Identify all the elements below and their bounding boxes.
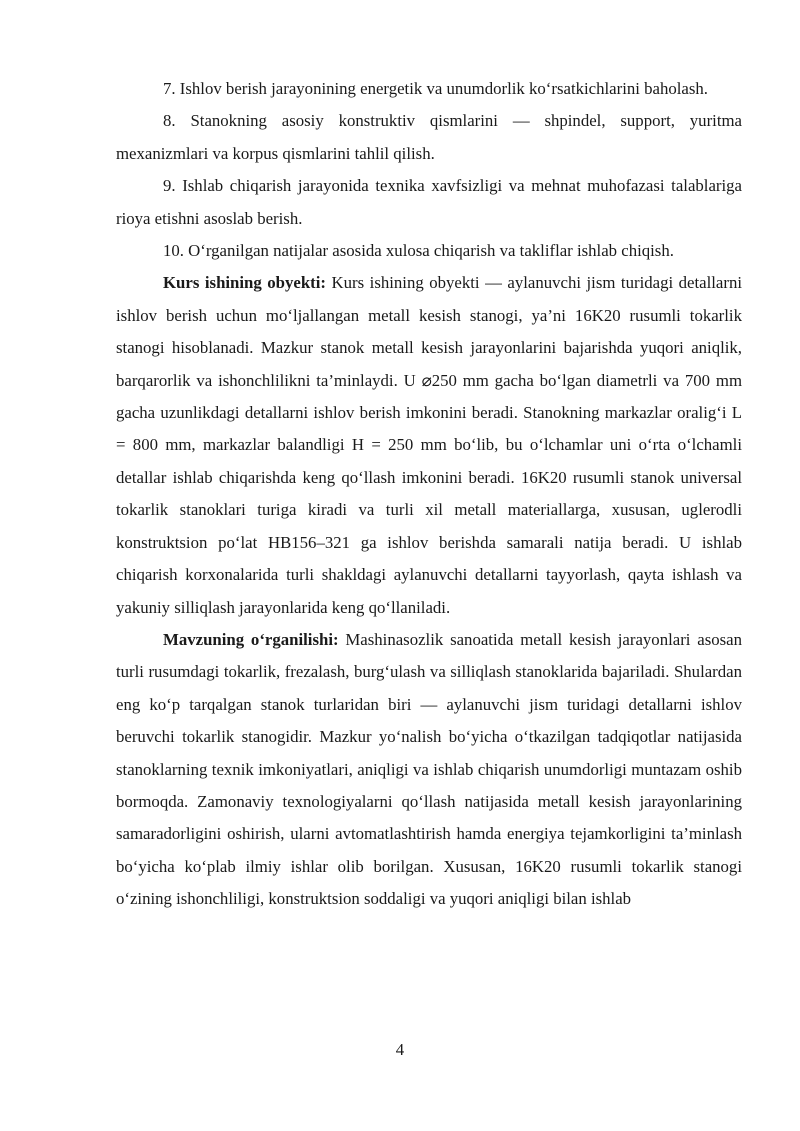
- object-heading: Kurs ishining obyekti:: [163, 273, 327, 293]
- object-text: Kurs ishining obyekti — aylanuvchi jism turidagi detallarni ishlov berish uchun mo‘ljallangan metall kesish stanogi, ya’ni 16K20 rusumli tokarlik stanogi hisoblanadi. Mazkur stanok metall kesish jarayonlarini bajarishda yuqori aniqlik, barqarorlik va ishonchlilikni ta’minlaydi. U ⌀250 mm gacha bo‘lgan diametrli va 700 mm gacha uzunlikdagi detallarni ishlov berish imkonini beradi. Stanokning markazlar oralig‘i L = 800 mm, markazlar balandligi H = 250 mm bo‘lib, bu o‘lchamlar uni o‘rta o‘lchamli detallar ishlab chiqarishda keng qo‘llash imkonini beradi. 16K20 rusumli stanok universal tokarlik stanoklari turiga kiradi va turli xil metall materiallarga, xususan, uglerodli konstruktsion po‘lat HB156–321 ga ishlov berishda samarali natija beradi. U ishlab chiqarish korxonalarida turli shakldagi aylanuvchi detallarni tayyorlash, qayta ishlash va yakuniy silliqlash jarayonlarida keng qo‘llaniladi.: [116, 273, 742, 617]
- object-paragraph: [116, 267, 742, 623]
- list-item-9: 9. Ishlab chiqarish jarayonida texnika xavfsizligi va mehnat muhofazasi talablariga rioya etishni asoslab berish.: [116, 176, 742, 228]
- list-item-7: 7. Ishlov berish jarayonining energetik va unumdorlik ko‘rsatkichlarini baholash.: [163, 79, 708, 98]
- study-heading: Mavzuning o‘rganilishi:: [163, 629, 339, 649]
- list-item-10: 10. O‘rganilgan natijalar asosida xulosa chiqarish va takliflar ishlab chiqish.: [163, 241, 674, 261]
- study-text: Mashinasozlik sanoatida metall kesish jarayonlari asosan turli rusumdagi tokarlik, frezalash, burg‘ulash va silliqlash stanoklarida bajariladi. Shulardan eng ko‘p tarqalgan stanok turlaridan biri — aylanuvchi jism turidagi detallarni ishlov beruvchi tokarlik stanogidir. Mazkur yo‘nalish bo‘yicha o‘tkazilgan tadqiqotlar natijasida stanoklarning texnik imkoniyatlari, aniqligi va ishlab chiqarish unumdorligi muntazam oshib bormoqda. Zamonaviy texnologiyalarni qo‘llash natijasida metall kesish jarayonlarining samaradorligini oshirish, ularni avtomatlashtirish hamda energiya tejamkorligini ta’minlash bo‘yicha ko‘plab ilmiy ishlar olib borilgan. Xususan, 16K20 rusumli tokarlik stanogi o‘zining ishonchliligi, konstruktsion soddaligi va yuqori aniqligi bilan ishlab: [116, 629, 742, 909]
- page-number: 4: [395, 1040, 405, 1059]
- document-page: [116, 73, 742, 916]
- list-item-8: 8. Stanokning asosiy konstruktiv qismlarini — shpindel, support, yuritma mexanizmlari va korpus qismlarini tahlil qilish.: [116, 111, 742, 163]
- study-paragraph: [116, 624, 742, 916]
